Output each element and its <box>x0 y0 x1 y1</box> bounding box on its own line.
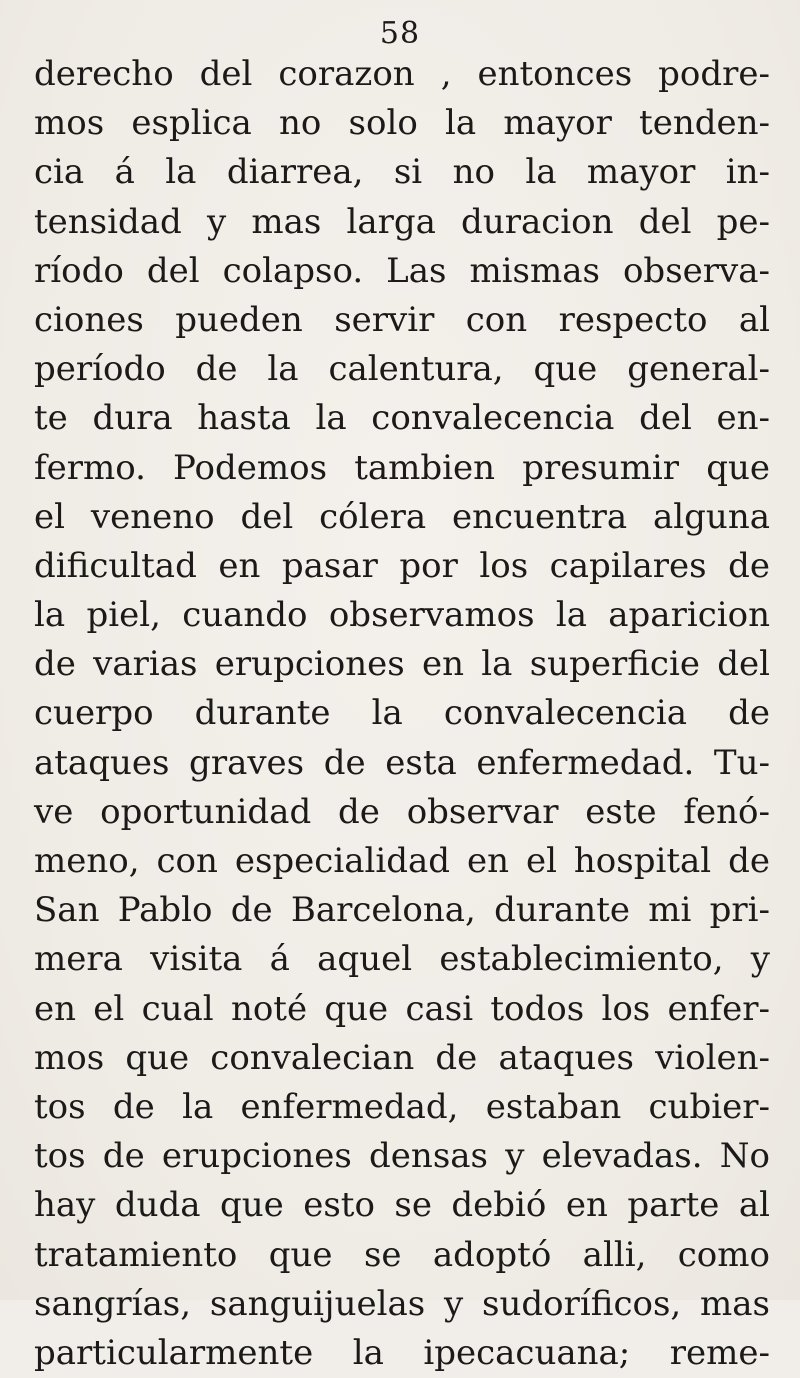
text-line: derecho del corazon , entonces podre- <box>34 54 770 94</box>
text-line: mera visita á aquel establecimiento, y <box>34 939 770 980</box>
text-line: meno, con especialidad en el hospital de <box>34 841 770 881</box>
text-line: cuerpo durante la convalecencia de <box>34 693 770 734</box>
text-line: en el cual noté que casi todos los enfer- <box>34 988 770 1029</box>
text-line: tos de la enfermedad, estaban cubier- <box>34 1086 770 1127</box>
text-line: fermo. Podemos tambien presumir que <box>34 447 770 488</box>
text-line: sangrías, sanguijuelas y sudoríficos, mas <box>34 1283 770 1324</box>
text-line: la piel, cuando observamos la aparicion <box>34 595 770 636</box>
text-line: particularmente la ipecacuana; reme- <box>34 1332 770 1373</box>
text-line: período de la calentura, que general- <box>34 349 770 390</box>
text-line: hay duda que esto se debió en parte al <box>34 1185 770 1226</box>
text-line: te dura hasta la convalecencia del en- <box>34 398 770 439</box>
text-line: ve oportunidad de observar este fenó- <box>34 791 770 832</box>
text-line: cia á la diarrea, si no la mayor in- <box>34 152 770 193</box>
text-line: el veneno del cólera encuentra alguna <box>34 496 770 537</box>
text-line: tratamiento que se adoptó alli, como <box>34 1234 770 1275</box>
text-line: dificultad en pasar por los capilares de <box>34 545 770 586</box>
body-text <box>34 50 770 1378</box>
text-line: tensidad y mas larga duracion del pe- <box>34 201 770 242</box>
text-line: de varias erupciones en la superficie del <box>34 644 770 685</box>
text-line: San Pablo de Barcelona, durante mi pri- <box>34 890 770 931</box>
text-line: ataques graves de esta enfermedad. Tu- <box>34 742 770 783</box>
text-line: mos esplica no solo la mayor tenden- <box>34 103 770 144</box>
text-line: mos que convalecian de ataques violen- <box>34 1037 770 1078</box>
text-line: ríodo del colapso. Las mismas observa- <box>34 250 770 291</box>
text-line: ciones pueden servir con respecto al <box>34 299 770 340</box>
text-line: tos de erupciones densas y elevadas. No <box>34 1136 770 1177</box>
page-number: 58 <box>379 16 421 51</box>
